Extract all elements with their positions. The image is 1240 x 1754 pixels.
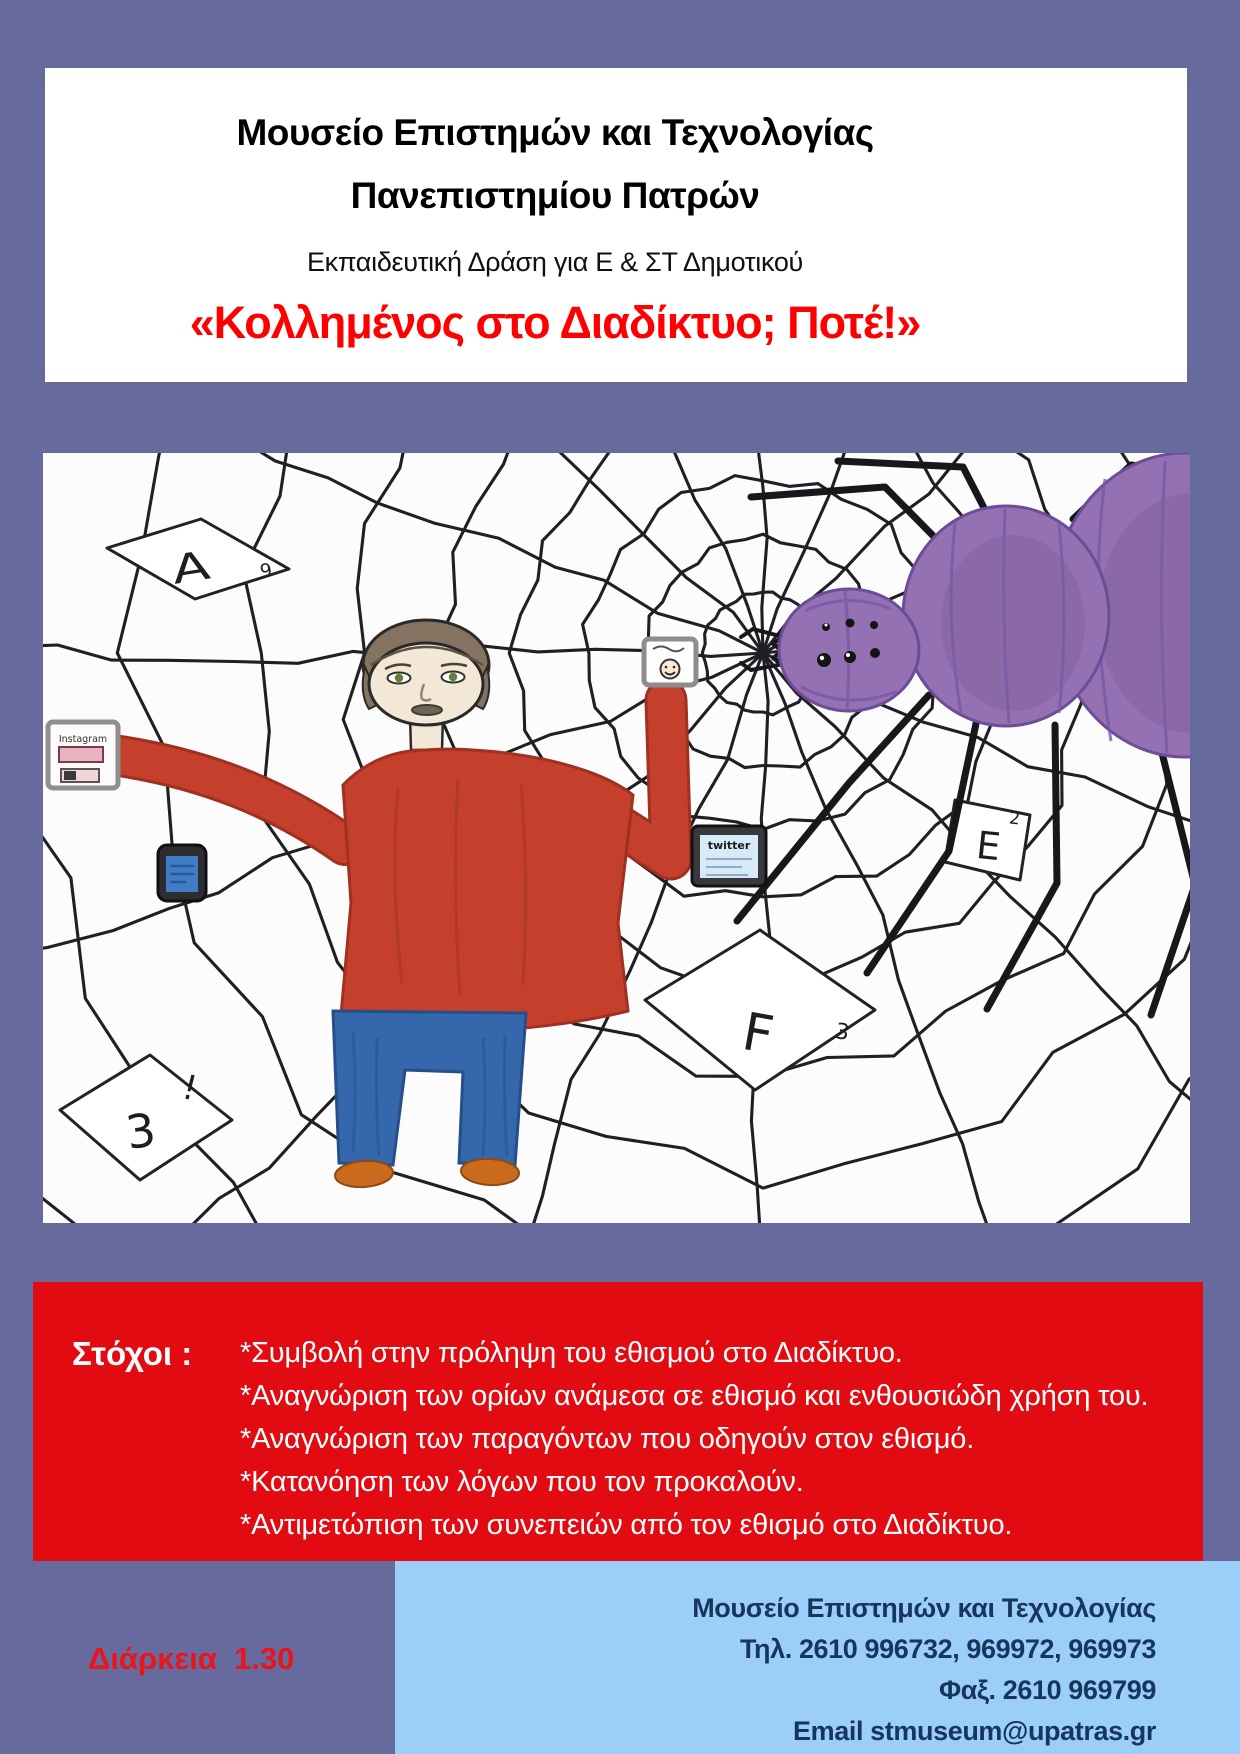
paper-letter-a: A	[168, 542, 214, 594]
header-box	[45, 68, 1187, 382]
contact-fax: Φαξ. 2610 969799	[938, 1675, 1156, 1705]
paper-letter-a-sup: 9	[258, 559, 274, 583]
goal-item: *Αντιμετώπιση των συνεπειών από τον εθισμό στο Διαδίκτυο.	[240, 1509, 1013, 1541]
handheld-console-icon	[158, 845, 206, 901]
person-jeans	[333, 1011, 526, 1165]
goals-box	[33, 1282, 1203, 1561]
tablet-twitter-icon	[692, 826, 766, 886]
paper-letter-e: E	[974, 822, 1003, 870]
tablet-label: twitter	[707, 839, 751, 852]
goals-label: Στόχοι :	[72, 1335, 193, 1372]
phone-instagram-icon	[48, 722, 118, 788]
contact-box	[395, 1561, 1240, 1754]
header-subtitle: Εκπαιδευτική Δράση για Ε & ΣΤ Δημοτικού	[306, 247, 804, 277]
person-mouth	[412, 705, 442, 715]
paper-letter-3: 3	[122, 1102, 160, 1160]
contact-phone: Τηλ. 2610 996732, 969972, 969973	[739, 1634, 1156, 1664]
duration-text: Διάρκεια 1.30	[88, 1641, 295, 1676]
activity-title: «Κολλημένος στο Διαδίκτυο; Ποτέ!»	[189, 297, 921, 348]
phone-label: Instagram	[58, 734, 108, 745]
goal-item: *Αναγνώριση των παραγόντων που οδηγούν στον εθισμό.	[240, 1423, 975, 1455]
goal-item: *Κατανόηση των λόγων που τον προκαλούν.	[240, 1466, 804, 1498]
paper-letter-3-sup: !	[178, 1067, 202, 1110]
child-drawing-illustration	[43, 453, 1190, 1223]
paper-letter-f: F	[738, 1002, 778, 1067]
contact-email: Email stmuseum@upatras.gr	[793, 1716, 1156, 1746]
person-sweater	[341, 749, 633, 1031]
paper-letter-e-sup: 2	[1008, 808, 1021, 830]
paper-letter-f-sup: 3	[833, 1019, 852, 1047]
contact-museum-name: Μουσείο Επιστημών και Τεχνολογίας	[692, 1593, 1156, 1623]
smartphone-face-icon	[644, 639, 696, 685]
goal-item: *Αναγνώριση των ορίων ανάμεσα σε εθισμό και ενθουσιώδη χρήση του.	[240, 1380, 1149, 1412]
goal-item: *Συμβολή στην πρόληψη του εθισμού στο Διαδίκτυο.	[240, 1337, 903, 1369]
goals-list	[240, 1332, 1148, 1561]
museum-title-line1: Μουσείο Επιστημών και Τεχνολογίας	[236, 112, 874, 153]
museum-title-line2: Πανεπιστημίου Πατρών	[350, 175, 760, 216]
